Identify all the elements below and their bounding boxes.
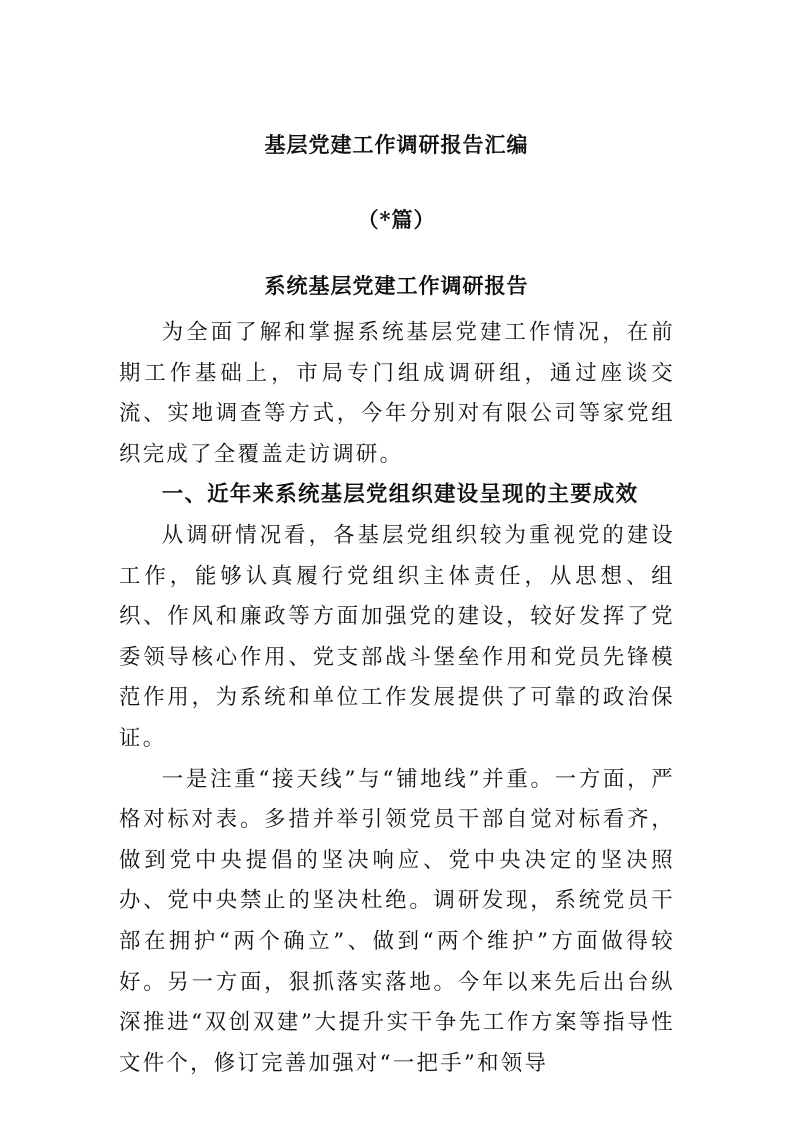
document-body: [119, 313, 675, 1084]
intro-paragraph: 为全面了解和掌握系统基层党建工作情况，在前期工作基础上，市局专门组成调研组，通过座谈交流、实地调查等方式，今年分别对有限公司等家党组织完成了全覆盖走访调研。: [119, 320, 675, 467]
document-subtitle: （*篇）: [357, 207, 436, 232]
document-title: 基层党建工作调研报告汇编: [264, 132, 529, 157]
body-paragraph: 一是注重“接天线”与“铺地线”并重。一方面，严格对标对表。多措并举引领党员干部自觉对标看齐，做到党中央提倡的坚决响应、党中央决定的坚决照办、党中央禁止的坚决杜绝。调研发现，系统党员干部在拥护“两个确立”、做到“两个维护”方面做得较好。另一方面，狠抓落实落地。今年以来先后出台纵深推进“双创双建”大提升实干争先工作方案等指导性文件个，修订完善加强对“一把手”和领导: [119, 766, 675, 1076]
body-paragraph: 从调研情况看，各基层党组织较为重视党的建设工作，能够认真履行党组织主体责任，从思想、组织、作风和廉政等方面加强党的建设，较好发挥了党委领导核心作用、党支部战斗堡垒作用和党员先锋模范作用，为系统和单位工作发展提供了可靠的政治保证。: [119, 522, 675, 751]
report-title: 系统基层党建工作调研报告: [264, 273, 529, 298]
section-heading: 一、近年来系统基层党组织建设呈现的主要成效: [161, 482, 639, 508]
